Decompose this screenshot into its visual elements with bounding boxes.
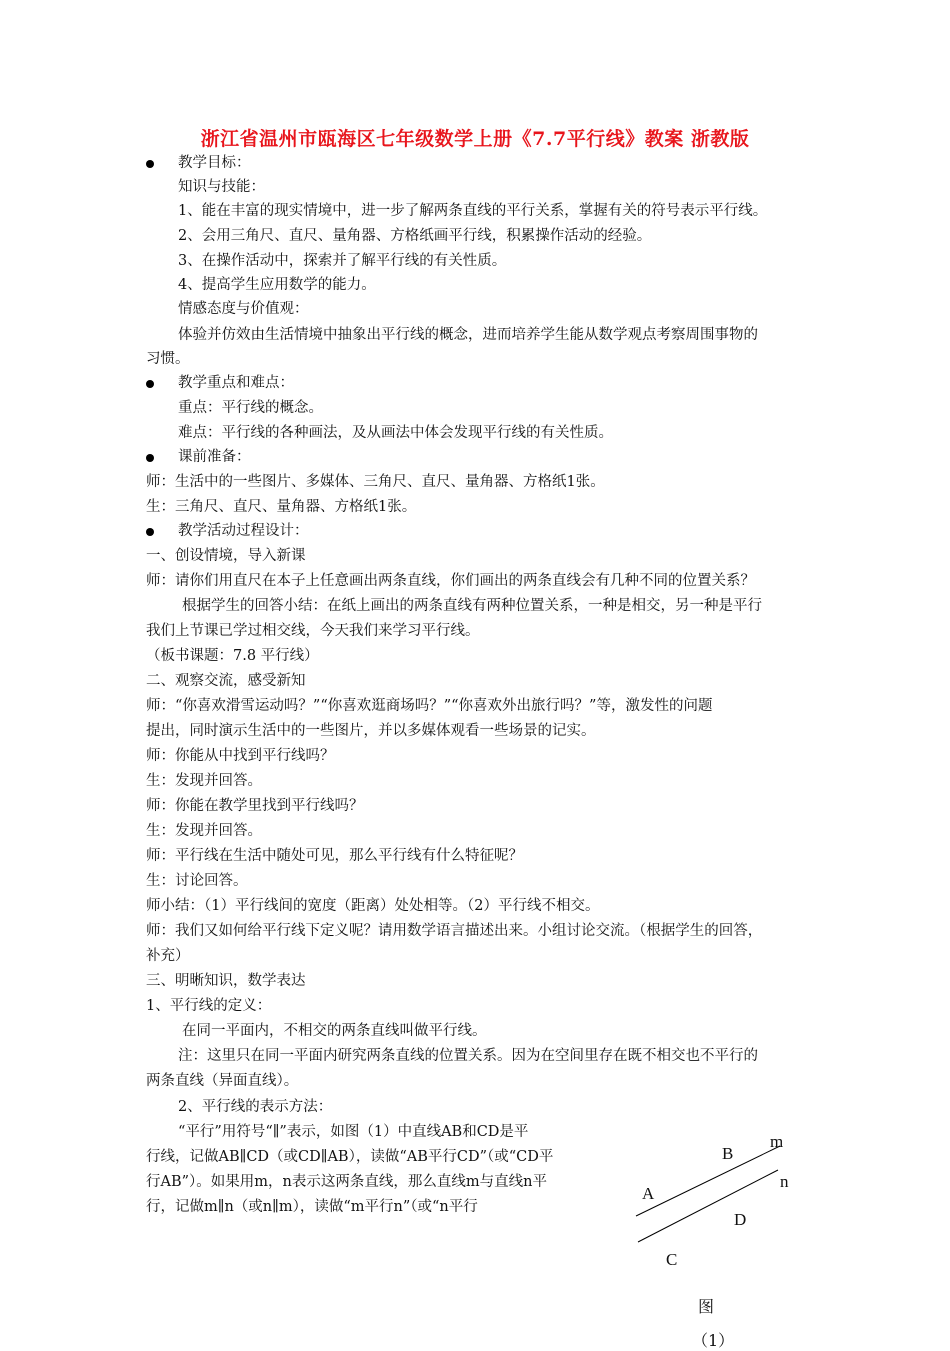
document-title: 浙江省温州市瓯海区七年级数学上册《7.7平行线》教案 浙教版	[200, 128, 750, 150]
text-line: 教学目标：	[178, 155, 251, 171]
bullet-preparation	[146, 454, 154, 462]
text-line: 课前准备：	[178, 449, 251, 465]
text-line: 生：发现并回答。	[146, 773, 262, 789]
label-a: A	[642, 1184, 655, 1203]
figure-caption-number: （1）	[692, 1331, 735, 1350]
text-line: 师：平行线在生活中随处可见，那么平行线有什么特征呢？	[146, 848, 523, 864]
text-line: 生：讨论回答。	[146, 873, 248, 889]
text-line: 师：请你们用直尺在本子上任意画出两条直线，你们画出的两条直线会有几种不同的位置关系？	[146, 573, 755, 589]
text-line: “平行”用符号“∥”表示，如图（1）中直线AB和CD是平	[178, 1124, 529, 1140]
text-line: 提出，同时演示生活中的一些图片，并以多媒体观看一些场景的记实。	[146, 723, 596, 739]
label-b: B	[722, 1144, 734, 1163]
text-line: 三、明晰知识，数学表达	[146, 973, 306, 989]
parallel-lines-figure	[630, 1120, 830, 1350]
text-line: 习惯。	[146, 351, 190, 367]
text-line: 2、会用三角尺、直尺、量角器、方格纸画平行线，积累操作活动的经验。	[178, 228, 652, 244]
text-line: 重点：平行线的概念。	[178, 400, 323, 416]
text-line: 师：生活中的一些图片、多媒体、三角尺、直尺、量角器、方格纸1张。	[146, 474, 605, 490]
text-line: 师：你能在教学里找到平行线吗？	[146, 798, 364, 814]
text-line: 根据学生的回答小结：在纸上画出的两条直线有两种位置关系，一种是相交，另一种是平行	[182, 598, 762, 614]
text-line: 体验并仿效由生活情境中抽象出平行线的概念，进而培养学生能从数学观点考察周围事物的	[178, 327, 758, 343]
bullet-process	[146, 528, 154, 536]
text-line: 注：这里只在同一平面内研究两条直线的位置关系。因为在空间里存在既不相交也不平行的	[178, 1048, 758, 1064]
text-line: 行AB”）。如果用m，n表示这两条直线，那么直线m与直线n平	[146, 1174, 547, 1190]
text-line: 情感态度与价值观：	[178, 301, 309, 317]
text-line: （板书课题：7.8 平行线）	[146, 648, 319, 664]
text-line: 难点：平行线的各种画法，及从画法中体会发现平行线的有关性质。	[178, 425, 613, 441]
text-line: 2、平行线的表示方法：	[178, 1099, 333, 1115]
label-n: n	[780, 1172, 789, 1191]
text-line: 二、观察交流，感受新知	[146, 673, 306, 689]
text-line: 教学活动过程设计：	[178, 523, 309, 539]
label-m: m	[770, 1132, 784, 1151]
label-d: D	[734, 1210, 747, 1229]
text-line: 1、能在丰富的现实情境中，进一步了解两条直线的平行关系，掌握有关的符号表示平行线。	[178, 203, 768, 219]
text-line: 生：发现并回答。	[146, 823, 262, 839]
text-line: 师：我们又如何给平行线下定义呢？请用数学语言描述出来。小组讨论交流。（根据学生的回答，	[146, 923, 763, 939]
bullet-key-points	[146, 380, 154, 388]
text-line: 在同一平面内，不相交的两条直线叫做平行线。	[182, 1023, 487, 1039]
text-line: 我们上节课已学过相交线，今天我们来学习平行线。	[146, 623, 480, 639]
text-line: 师小结：（1）平行线间的宽度（距离）处处相等。（2）平行线不相交。	[146, 898, 600, 914]
text-line: 一、创设情境，导入新课	[146, 548, 306, 564]
text-line: 行线，记做AB∥CD（或CD∥AB），读做“AB平行CD”（或“CD平	[146, 1149, 554, 1165]
text-line: 生：三角尺、直尺、量角器、方格纸1张。	[146, 499, 417, 515]
figure-caption: 图	[698, 1297, 715, 1316]
text-line: 1、平行线的定义：	[146, 998, 272, 1014]
label-c: C	[666, 1250, 678, 1269]
text-line: 补充）	[146, 948, 190, 964]
text-line: 3、在操作活动中，探索并了解平行线的有关性质。	[178, 253, 507, 269]
text-line: 知识与技能：	[178, 179, 265, 195]
text-line: 教学重点和难点：	[178, 375, 294, 391]
text-line: 师：“你喜欢滑雪运动吗？”“你喜欢逛商场吗？”“你喜欢外出旅行吗？”等，激发性的问题	[146, 698, 713, 714]
text-line: 4、提高学生应用数学的能力。	[178, 277, 376, 293]
text-line: 行，记做m∥n（或n∥m），读做“m平行n”（或“n平行	[146, 1199, 478, 1215]
bullet-objectives	[146, 160, 154, 168]
text-line: 师：你能从中找到平行线吗？	[146, 748, 335, 764]
text-line: 两条直线（异面直线）。	[146, 1073, 299, 1089]
